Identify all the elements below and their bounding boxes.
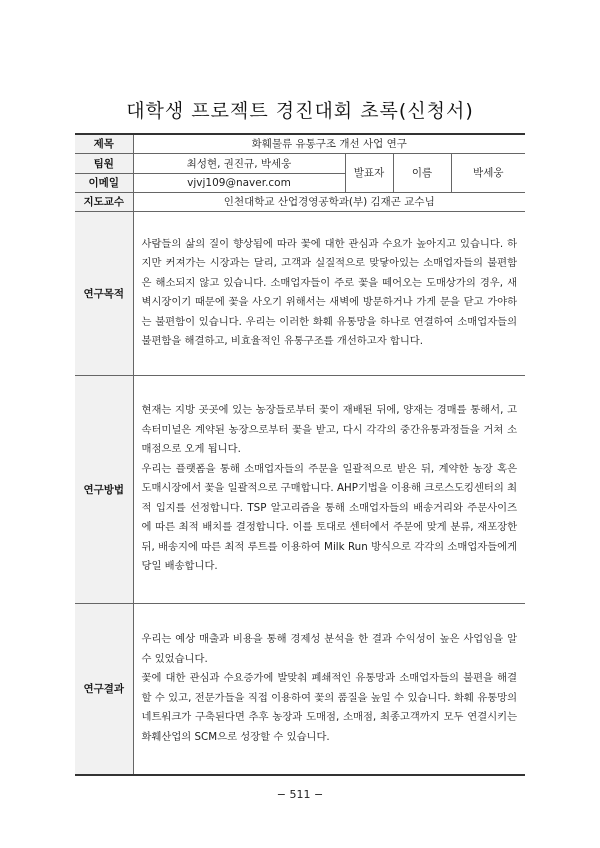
result-content <box>133 603 525 775</box>
team-label: 팀원 <box>75 153 133 173</box>
name-label: 이름 <box>393 153 451 192</box>
purpose-label: 연구목적 <box>75 211 133 375</box>
purpose-content <box>133 211 525 375</box>
email-value: vjvj109@naver.com <box>133 173 345 192</box>
advisor-label: 지도교수 <box>75 192 133 211</box>
method-row <box>75 375 525 603</box>
presenter-name: 박세웅 <box>451 153 525 192</box>
presenter-label: 발표자 <box>345 153 393 192</box>
purpose-paragraph: 사람들의 삶의 질이 향상됨에 따라 꽃에 대한 관심과 수요가 높아지고 있습니다. 하지만 커져가는 시장과는 달리, 고객과 실질적으로 맞닿아있는 소매업자들의 불편함은 해소되지 않고 있습니다. 소매업자들이 주로 꽃을 떼어오는 도매상가의 경우, 새벽시장이기 때문에 꽃을 사오기 위해서는 새벽에 방문하거나 가게 문을 닫고 가야하는 불편함이 있습니다. 우리는 이러한 화훼 유통망을 하나로 연결하여 소매업자들의 불편함을 해결하고, 비효율적인 유통구조를 개선하고자 합니다. <box>141 237 518 347</box>
result-row <box>75 603 525 775</box>
result-paragraph: 꽃에 대한 관심과 수요증가에 발맞춰 폐쇄적인 유통망과 소매업자들의 불편을 해결할 수 있고, 전문가들을 직접 이용하여 꽃의 품질을 높일 수 있습니다. 화훼 유통망의 네트워크가 구축된다면 추후 농장과 도매점, 소매점, 최종고객까지 모두 연결시키는 화훼산업의 SCM으로 성장할 수 있습니다. <box>141 672 518 743</box>
document-title: 대학생 프로젝트 경진대회 초록(신청서) <box>126 100 474 122</box>
subject-value: 화훼물류 유통구조 개선 사업 연구 <box>133 134 525 153</box>
method-paragraph: 우리는 플랫폼을 통해 소매업자들의 주문을 일괄적으로 받은 뒤, 계약한 농장 혹은 도매시장에서 꽃을 일괄적으로 구매합니다. AHP기법을 이용해 크로스도킹센터의 최적 입지를 선정합니다. TSP 알고리즘을 통해 소매업자들의 배송거리와 주문사이즈에 따른 최적 배치를 결정합니다. 이를 토대로 센터에서 주문에 맞게 분류, 재포장한 뒤, 배송지에 따른 최적 루트를 이용하여 Milk Run 방식으로 각각의 소매업자들에게 당일 배송합니다. <box>141 462 518 573</box>
team-value: 최성현, 권진규, 박세웅 <box>133 153 345 173</box>
purpose-row <box>75 211 525 375</box>
application-form <box>75 133 525 776</box>
result-paragraph: 우리는 예상 매출과 비용을 통해 경제성 분석을 한 결과 수익성이 높은 사업임을 알 수 있었습니다. <box>141 633 518 665</box>
advisor-value: 인천대학교 산업경영공학과(부) 김재곤 교수님 <box>133 192 525 211</box>
method-label: 연구방법 <box>75 375 133 603</box>
method-paragraph: 현재는 지방 곳곳에 있는 농장들로부터 꽃이 재배된 뒤에, 양재는 경매를 통해서, 고속터미널은 계약된 농장으로부터 꽃을 받고, 다시 각각의 중간유통과정들을 거쳐 소매점으로 오게 됩니다. <box>141 404 518 456</box>
advisor-row <box>75 192 525 211</box>
page-number: − 511 − <box>276 788 324 801</box>
team-row <box>75 153 525 173</box>
subject-row <box>75 134 525 153</box>
method-content <box>133 375 525 603</box>
email-label: 이메일 <box>75 173 133 192</box>
subject-label: 제목 <box>75 134 133 153</box>
result-label: 연구결과 <box>75 603 133 775</box>
